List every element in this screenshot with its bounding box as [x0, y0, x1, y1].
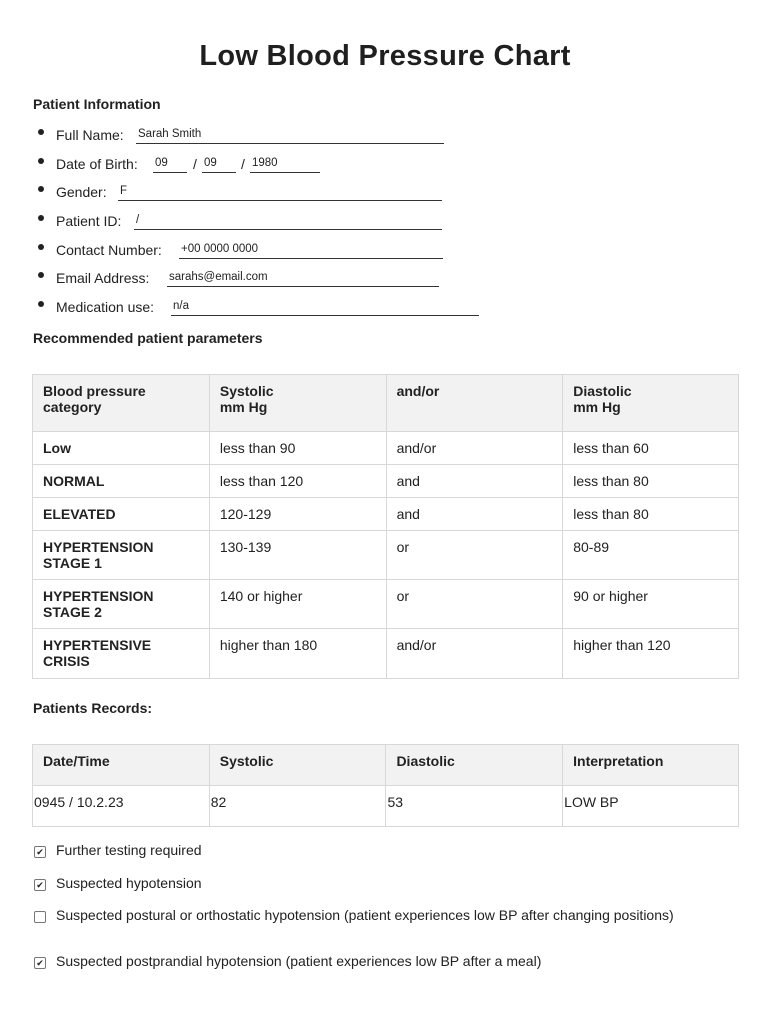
contact-label: Contact Number: — [56, 241, 162, 258]
diastolic-cell: 53 — [386, 786, 563, 827]
params-header-row — [33, 375, 739, 432]
table-row — [33, 580, 739, 629]
table-row — [33, 498, 739, 531]
patient-id-label: Patient ID: — [56, 213, 122, 230]
bullet-icon — [38, 129, 44, 135]
full-name-field[interactable] — [136, 126, 444, 144]
header-datetime: Date/Time — [33, 745, 210, 786]
andor-cell: and/or — [386, 432, 563, 465]
dob-year-field[interactable] — [250, 155, 320, 173]
andor-cell: or — [386, 580, 563, 629]
bullet-icon — [38, 215, 44, 221]
table-row — [33, 432, 739, 465]
full-name-value: Sarah Smith — [138, 128, 202, 140]
gender-value: F — [120, 185, 128, 198]
diastolic-cell: 80-89 — [563, 531, 739, 580]
patient-id-field[interactable] — [134, 212, 442, 230]
email-field[interactable] — [167, 269, 439, 287]
table-row — [33, 629, 739, 679]
category-cell: Low — [33, 432, 210, 465]
andor-cell: and — [386, 498, 563, 531]
diastolic-cell: higher than 120 — [563, 629, 739, 679]
dob-separator: / — [241, 155, 245, 172]
gender-label: Gender: — [56, 184, 107, 201]
systolic-cell: 82 — [209, 786, 386, 827]
interpretation-cell: LOW BP — [563, 786, 739, 827]
patient-id-value: / — [136, 214, 140, 227]
contact-value: +00 0000 0000 — [181, 242, 259, 255]
dob-separator: / — [193, 155, 197, 172]
bullet-icon — [38, 272, 44, 278]
bullet-icon — [38, 158, 44, 164]
patient-info-heading: Patient Information — [33, 96, 161, 112]
checklist-label: Suspected postprandial hypotension (patient experiences low BP after a meal) — [56, 953, 542, 969]
header-category: Blood pressure category — [33, 375, 210, 432]
bullet-icon — [38, 244, 44, 250]
systolic-cell: 130-139 — [209, 531, 386, 580]
checklist-label: Suspected hypotension — [56, 875, 202, 891]
email-value: sarahs@email.com — [169, 271, 268, 284]
header-interpretation: Interpretation — [563, 745, 739, 786]
systolic-cell: 140 or higher — [209, 580, 386, 629]
diastolic-cell: less than 60 — [563, 432, 739, 465]
category-cell: HYPERTENSION STAGE 1 — [33, 531, 210, 580]
params-table — [32, 374, 739, 679]
systolic-cell: 120-129 — [209, 498, 386, 531]
systolic-cell: less than 90 — [209, 432, 386, 465]
dob-label: Date of Birth: — [56, 155, 138, 172]
checklist-label: Further testing required — [56, 842, 202, 858]
category-cell: HYPERTENSION STAGE 2 — [33, 580, 210, 629]
checkbox[interactable]: ✔ — [34, 846, 46, 858]
full-name-label: Full Name: — [56, 127, 124, 143]
andor-cell: and/or — [386, 629, 563, 679]
dob-day-value: 09 — [155, 156, 168, 169]
records-heading: Patients Records: — [33, 700, 153, 716]
checkbox[interactable]: ✔ — [34, 879, 46, 891]
checkbox[interactable]: ✔ — [34, 957, 46, 969]
email-label: Email Address: — [56, 270, 150, 287]
andor-cell: and — [386, 465, 563, 498]
dob-month-field[interactable] — [202, 155, 236, 173]
dob-year-value: 1980 — [252, 156, 278, 169]
medication-field[interactable] — [171, 298, 479, 316]
checkbox[interactable] — [34, 911, 46, 923]
systolic-cell: less than 120 — [209, 465, 386, 498]
andor-cell: or — [386, 531, 563, 580]
bullet-icon — [38, 186, 44, 192]
systolic-cell: higher than 180 — [209, 629, 386, 679]
diastolic-cell: less than 80 — [563, 498, 739, 531]
category-cell: ELEVATED — [33, 498, 210, 531]
header-diastolic: Diastolic mm Hg — [563, 375, 739, 432]
medication-value: n/a — [173, 300, 189, 313]
dob-day-field[interactable] — [153, 155, 187, 173]
category-cell: HYPERTENSIVE CRISIS — [33, 629, 210, 679]
header-systolic: Systolic mm Hg — [209, 375, 386, 432]
page-title: Low Blood Pressure Chart — [199, 40, 571, 72]
medication-label: Medication use: — [56, 299, 155, 316]
records-table — [32, 744, 739, 827]
datetime-cell: 0945 / 10.2.23 — [33, 786, 210, 827]
bullet-icon — [38, 301, 44, 307]
diastolic-cell: less than 80 — [563, 465, 739, 498]
params-heading: Recommended patient parameters — [33, 330, 263, 346]
table-row — [33, 786, 739, 827]
checklist-label: Suspected postural or orthostatic hypotension (patient experiences low BP after changing positions) — [56, 907, 674, 923]
records-header-row — [33, 745, 739, 786]
table-row — [33, 531, 739, 580]
table-row — [33, 465, 739, 498]
header-andor: and/or — [386, 375, 563, 432]
header-diastolic: Diastolic — [386, 745, 563, 786]
contact-field[interactable] — [179, 241, 443, 259]
category-cell: NORMAL — [33, 465, 210, 498]
gender-field[interactable] — [118, 183, 442, 201]
header-systolic: Systolic — [209, 745, 386, 786]
diastolic-cell: 90 or higher — [563, 580, 739, 629]
dob-month-value: 09 — [204, 156, 217, 169]
